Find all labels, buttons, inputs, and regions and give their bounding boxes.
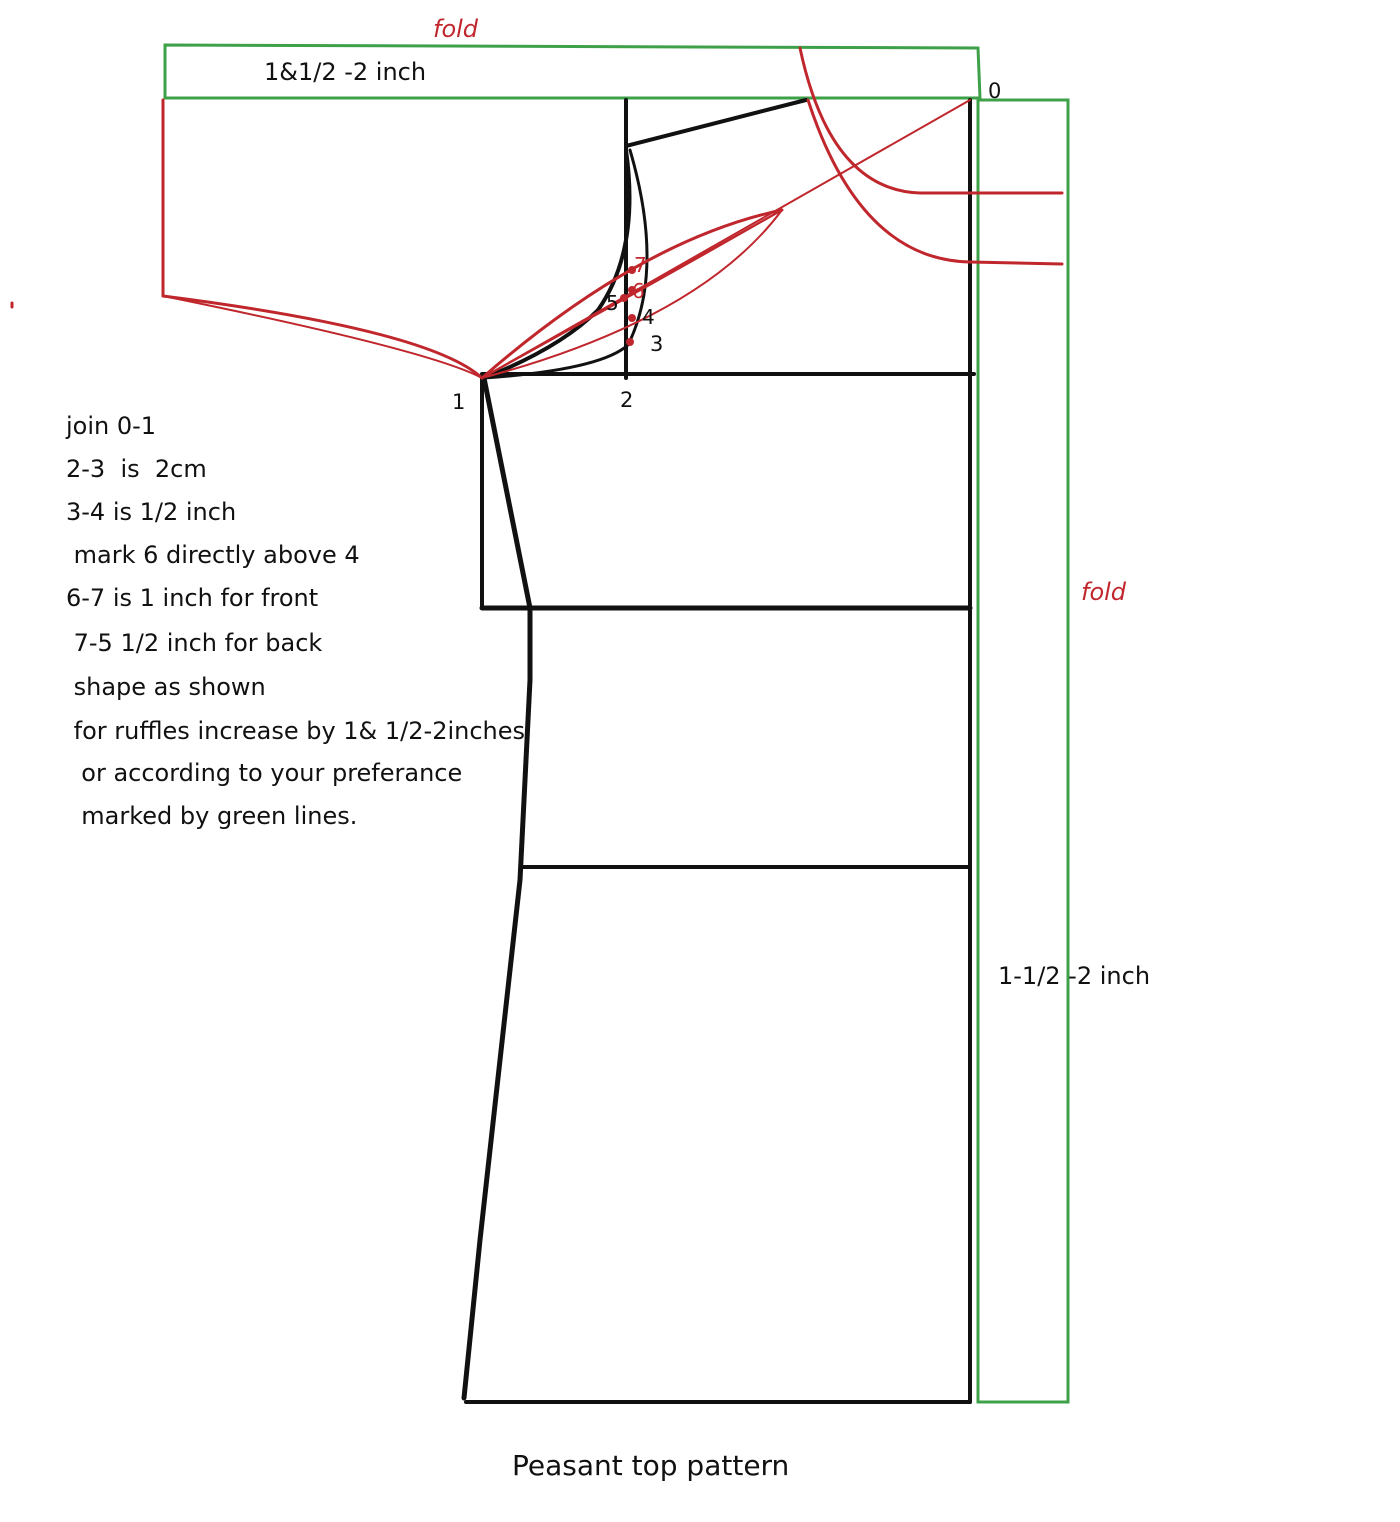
instruction-line: marked by green lines. — [66, 802, 358, 830]
instruction-line: 3-4 is 1/2 inch — [66, 498, 237, 526]
caption: Peasant top pattern — [512, 1449, 790, 1482]
armhole-curve-front — [484, 150, 647, 378]
right-fold-label: fold — [1081, 578, 1127, 606]
armhole-curve-back — [484, 150, 630, 378]
point-3-label: 3 — [650, 332, 664, 356]
instruction-line: mark 6 directly above 4 — [66, 541, 360, 569]
marker-4 — [628, 314, 636, 322]
instruction-line: or according to your preferance — [66, 759, 463, 787]
point-2-label: 2 — [620, 388, 634, 412]
instruction-line: join 0-1 — [66, 412, 157, 440]
right-allowance-label: 1-1/2 -2 inch — [998, 962, 1151, 990]
sleeve-underarm-curve-1 — [163, 296, 482, 378]
point-1-label: 1 — [452, 390, 466, 414]
point-6-label: 6 — [632, 279, 645, 303]
top-allowance-label: 1&1/2 -2 inch — [264, 58, 427, 86]
instruction-line: 7-5 1/2 inch for back — [66, 629, 323, 657]
point-4-label: 4 — [642, 305, 655, 329]
instruction-line: 2-3 is 2cm — [66, 455, 207, 483]
instructions-block — [65, 412, 525, 830]
marker-3 — [626, 338, 634, 346]
side-seam-line — [464, 378, 530, 1398]
point-5-label: 5 — [606, 291, 619, 315]
black-pattern-lines — [464, 100, 974, 1402]
instruction-line: shape as shown — [66, 673, 266, 701]
instruction-line: 6-7 is 1 inch for front — [66, 584, 319, 612]
neckline-curve-back — [808, 100, 1062, 264]
instruction-line: for ruffles increase by 1& 1/2-2inches — [66, 717, 526, 745]
right-fold-allowance-box — [978, 100, 1068, 1402]
point-0-label: 0 — [988, 79, 1002, 103]
top-fold-label: fold — [433, 15, 479, 43]
point-7-label: 7 — [634, 253, 647, 277]
shoulder-line — [626, 100, 806, 146]
sleeve-underarm-curve-2 — [163, 296, 482, 378]
marker-5 — [620, 294, 628, 302]
